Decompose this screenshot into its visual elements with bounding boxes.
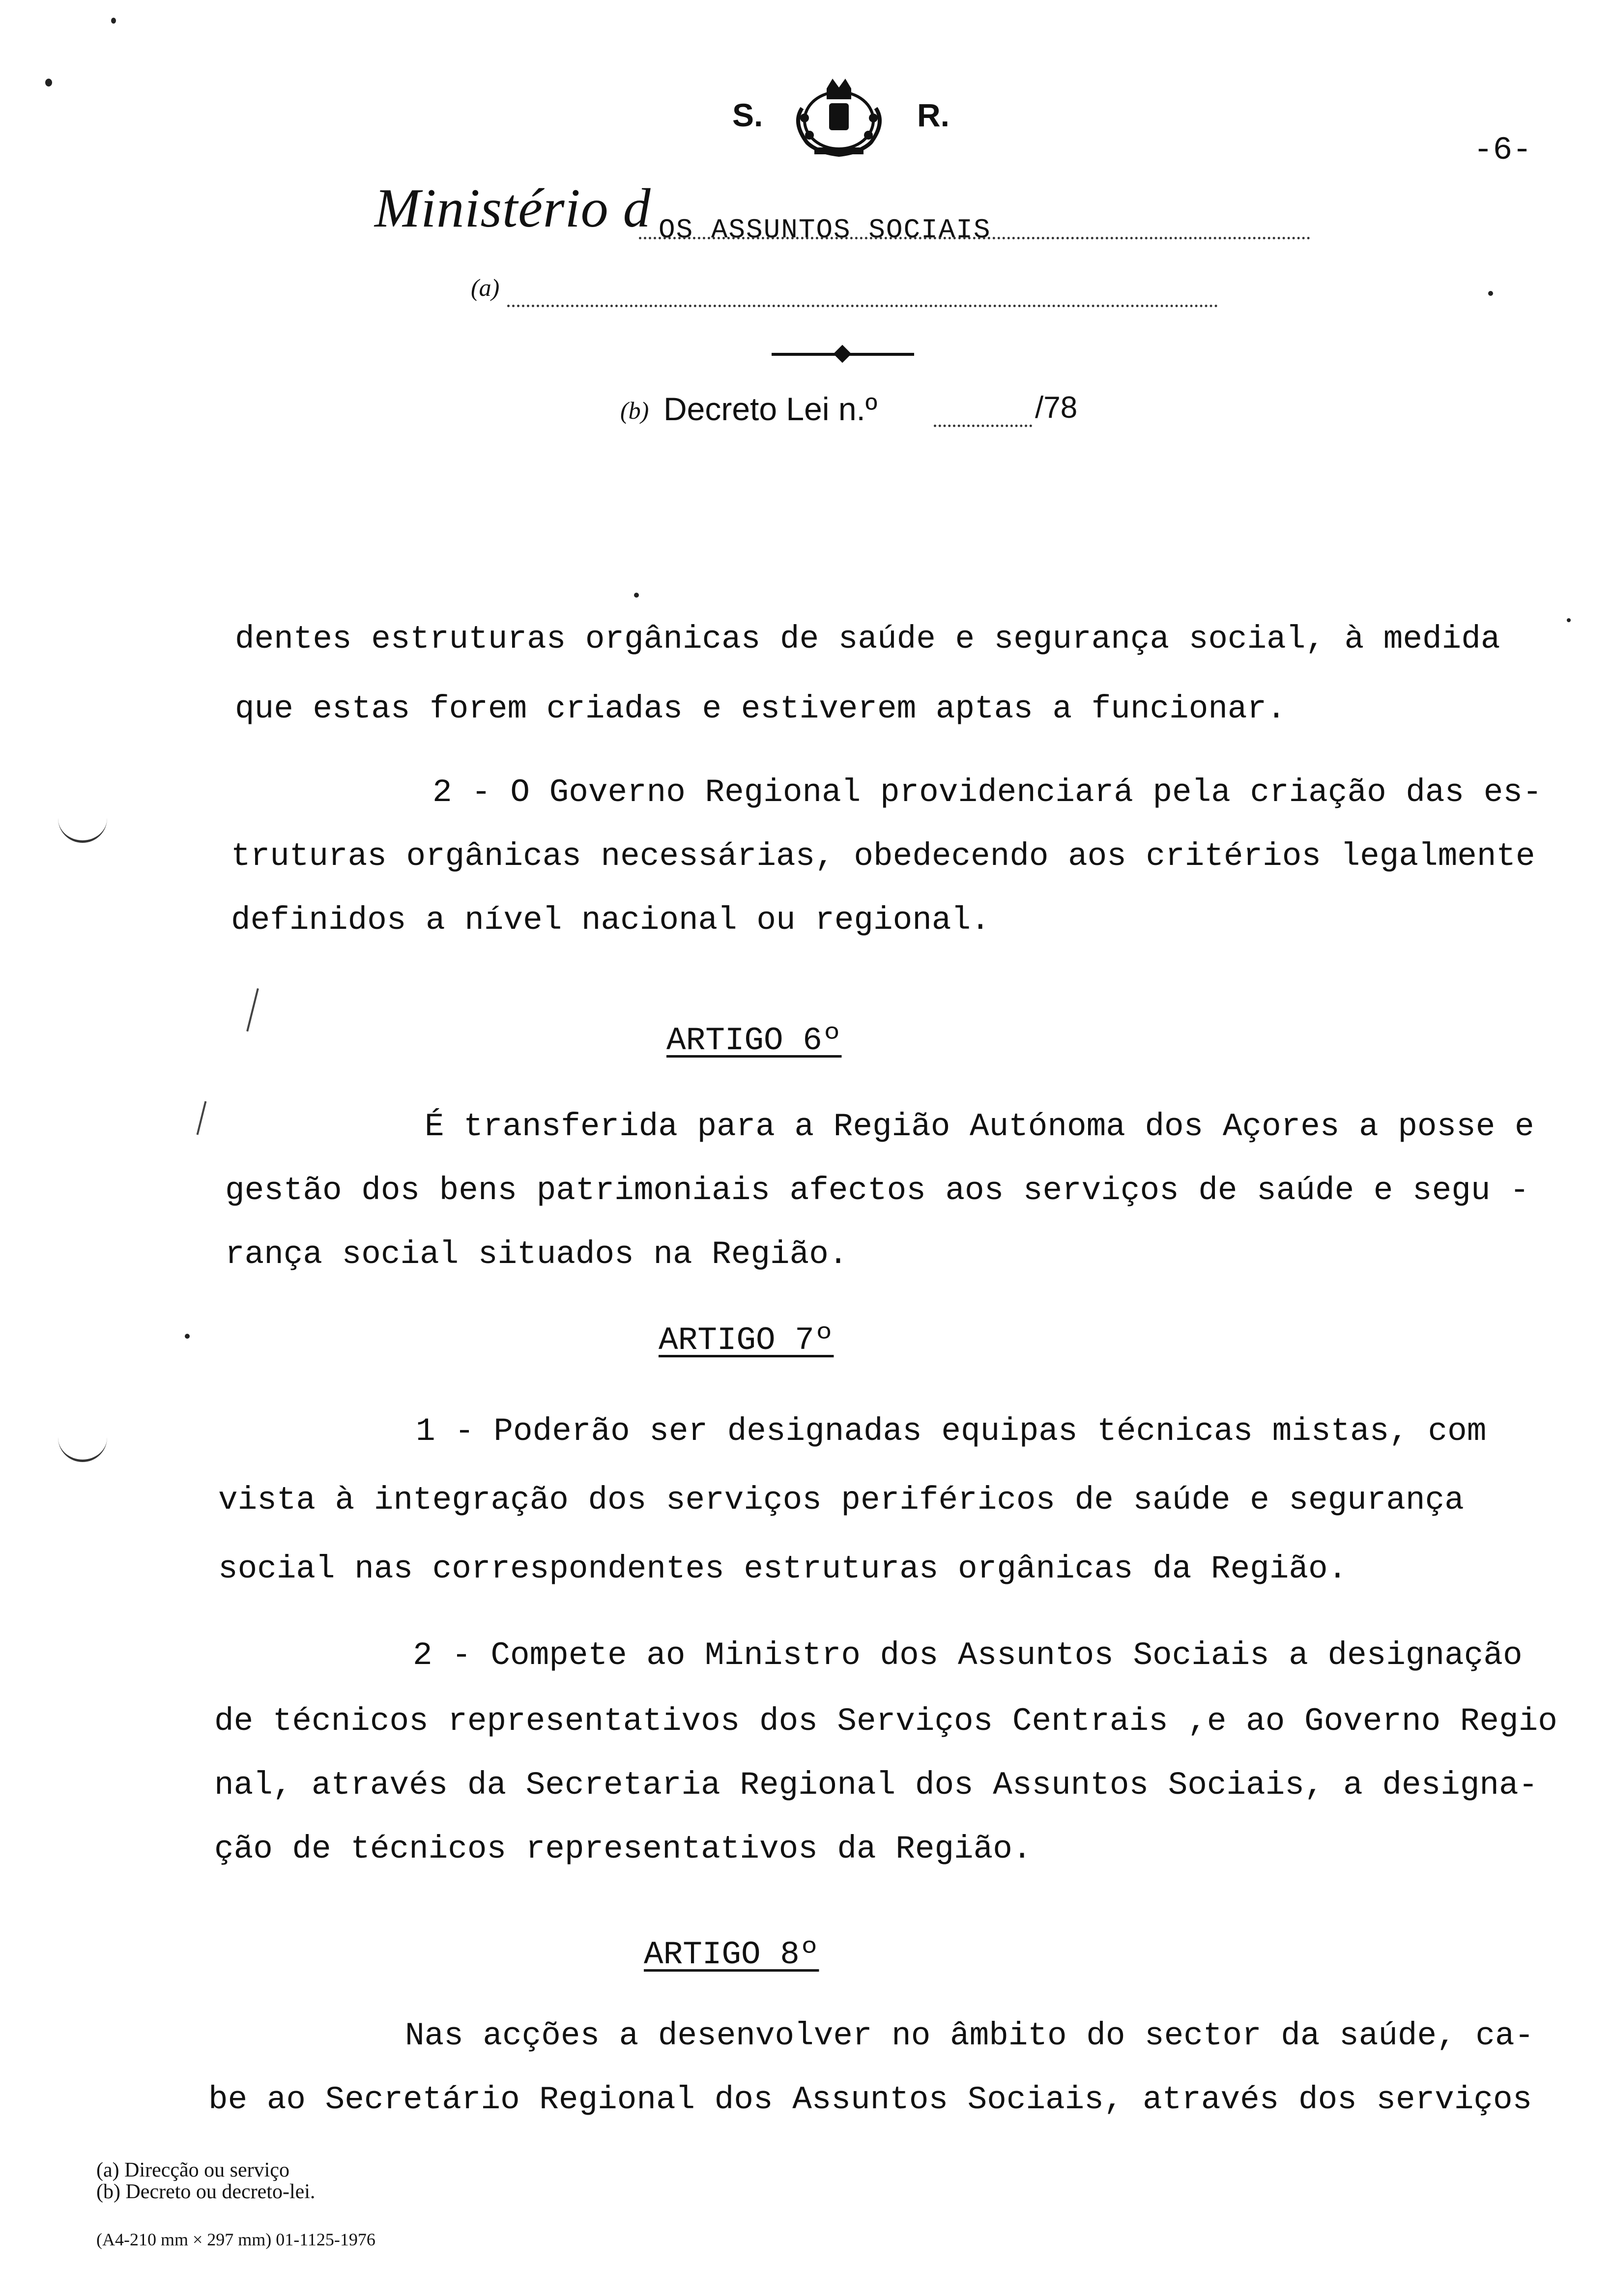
- coat-of-arms-emblem: [787, 74, 891, 162]
- text-line: 1 - Poderão ser designadas equipas técnicas mistas, com: [416, 1413, 1487, 1450]
- text-line: de técnicos representativos dos Serviços Centrais ,e ao Governo Regio: [214, 1703, 1557, 1740]
- punch-hole-mark: [58, 816, 107, 843]
- divider-diamond-icon: [834, 345, 852, 363]
- header-s-letter: S.: [732, 97, 763, 133]
- text-line: vista à integração dos serviços periféricos de saúde e segurança: [218, 1482, 1464, 1519]
- line-a-label: (a): [471, 274, 500, 301]
- scan-speck: [185, 1334, 190, 1339]
- footnote-a: (a) Direcção ou serviço: [96, 2159, 289, 2181]
- text-line: que estas forem criadas e estiverem aptas a funcionar.: [235, 690, 1286, 727]
- text-line: be ao Secretário Regional dos Assuntos Sociais, através dos serviços: [208, 2081, 1532, 2118]
- decree-number: /78: [1035, 391, 1078, 425]
- decree-b-label: (b): [620, 397, 649, 424]
- text-line: ção de técnicos representativos da Região.: [214, 1831, 1032, 1867]
- text-line: É transferida para a Região Autónoma dos Açores a posse e: [425, 1108, 1534, 1145]
- ministry-name: OS ASSUNTOS SOCIAIS: [659, 214, 991, 246]
- page-number: -6-: [1473, 132, 1532, 169]
- heading-artigo-7: ARTIGO 7º: [659, 1322, 834, 1359]
- text-line: gestão dos bens patrimoniais afectos aos serviços de saúde e segu -: [225, 1172, 1529, 1209]
- scan-speck: [634, 593, 639, 598]
- text-line: dentes estruturas orgânicas de saúde e segurança social, à medida: [235, 621, 1500, 658]
- form-code: (A4-210 mm × 297 mm) 01-1125-1976: [96, 2230, 375, 2249]
- text-line: rança social situados na Região.: [225, 1236, 848, 1273]
- text-line: nal, através da Secretaria Regional dos Assuntos Sociais, a designa-: [214, 1767, 1538, 1804]
- footnote-b: (b) Decreto ou decreto-lei.: [96, 2181, 316, 2203]
- decree-label: Decreto Lei n.º: [663, 391, 877, 427]
- department-dotted-line: [507, 305, 1218, 307]
- scan-speck: [111, 18, 116, 24]
- text-line: social nas correspondentes estruturas orgânicas da Região.: [218, 1550, 1348, 1587]
- scan-mark: [246, 988, 259, 1032]
- heading-artigo-6: ARTIGO 6º: [666, 1022, 842, 1059]
- scan-speck: [1488, 291, 1493, 296]
- text-line: 2 - Compete ao Ministro dos Assuntos Sociais a designação: [413, 1637, 1523, 1674]
- text-line: 2 - O Governo Regional providenciará pela criação das es-: [432, 774, 1542, 811]
- scan-speck: [1567, 618, 1571, 622]
- heading-artigo-8: ARTIGO 8º: [644, 1936, 819, 1973]
- punch-hole-mark: [58, 1435, 107, 1462]
- ministry-prefix: Ministério d: [374, 178, 651, 239]
- decree-number-dotted-line: [934, 425, 1032, 427]
- text-line: truturas orgânicas necessárias, obedecendo aos critérios legalmente: [231, 838, 1535, 875]
- header-r-letter: R.: [917, 97, 950, 133]
- text-line: definidos a nível nacional ou regional.: [231, 902, 990, 939]
- scan-speck: [45, 79, 52, 86]
- scan-mark: [197, 1101, 207, 1135]
- text-line: Nas acções a desenvolver no âmbito do sector da saúde, ca-: [405, 2017, 1534, 2054]
- ministry-dotted-line: [639, 237, 1310, 239]
